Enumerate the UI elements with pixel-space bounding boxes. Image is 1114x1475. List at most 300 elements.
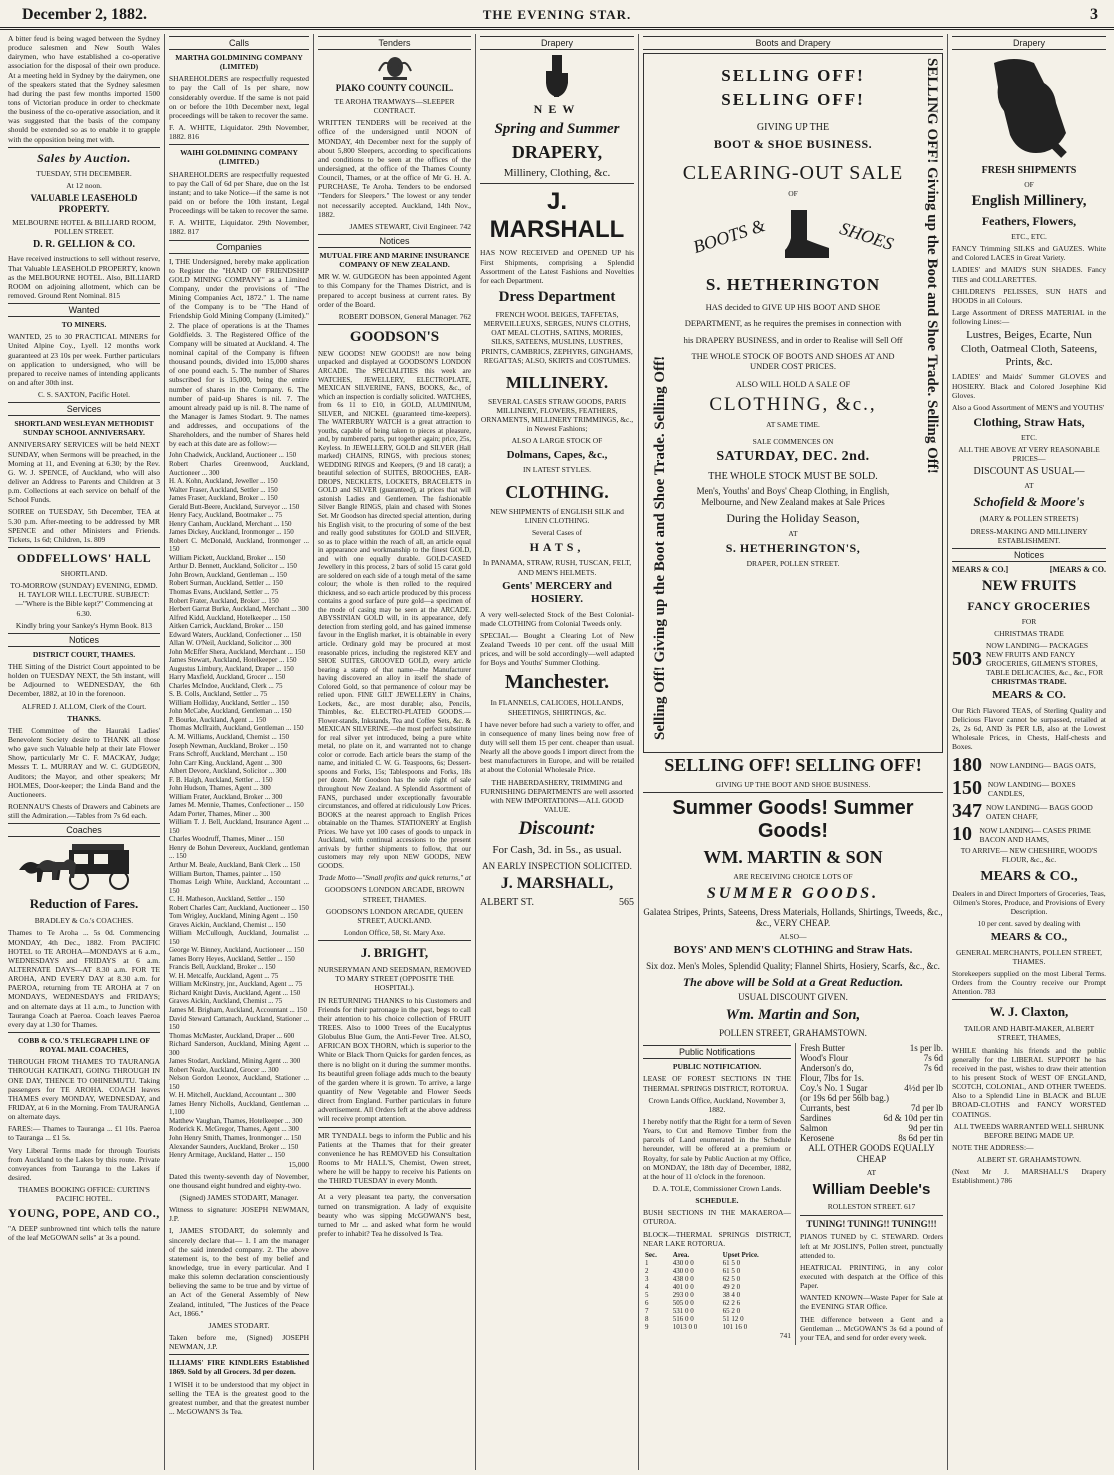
- shareholder-row: Thomas McIlraith, Auckland, Gentleman ... 150: [169, 724, 304, 733]
- shareholder-row: Robert Surman, Auckland, Settler ... 150: [169, 579, 283, 588]
- section-boots-drapery: Boots and Drapery: [643, 36, 943, 50]
- all-above: ALL THE ABOVE AT VERY REASONABLE PRICES—: [958, 444, 1100, 463]
- landing-row: [952, 777, 1106, 800]
- marshall-heading: J. MARSHALL: [489, 188, 625, 244]
- pianos-tuned: PIANOS TUNED by C. STEWARD. Orders left at Mr JOSLIN'S, Pollen street, punctually attended to.: [799, 1232, 943, 1260]
- draper-pollen: DRAPER, POLLEN STREET.: [746, 559, 840, 568]
- mary-pollen: (MARY & POLLEN STREETS): [979, 514, 1079, 524]
- lower-ads-row: [643, 1043, 943, 1345]
- cobb-head: COBB & CO.'S TELEGRAPH LINE OF ROYAL MAIL COACHES,: [18, 1035, 150, 1055]
- goodson-motto: Trade Motto—"Small profits and quick returns," at: [318, 873, 471, 883]
- christmas-trade: CHRISTMAS TRADE: [994, 628, 1064, 638]
- price-item: Salmon: [799, 1123, 828, 1134]
- bradley-coaches: BRADLEY & Co.'s COACHES.: [34, 916, 134, 926]
- schedule-cell: 62 5 0: [722, 1274, 741, 1283]
- schedule-cell: 65 2 0: [722, 1306, 741, 1315]
- dealers-note: Dealers in and Direct Importers of Groceries, Teas, Oilmen's Stores, Produce, and Provisions of Every Description.: [952, 888, 1106, 916]
- claxton-body: WHILE thanking his friends and the public generally for the LIBERAL SUPPORT he has received in the past, wishes to draw their attention to his present Stock of WEST OF ENGLAND, SCOTCH, COLONIAL, AND OTHER TWEEDS. Also to a Splendid Line in BLACK and BLUE BROAD-CLOTHS and FANCY WORSTED COATINGS.: [952, 1045, 1106, 1119]
- fancy-groceries: FANCY GROCERIES: [967, 598, 1091, 613]
- schedule-cell: 8: [645, 1314, 649, 1323]
- six-doz: Six doz. Men's Moles, Splendid Quality; Flannel Shirts, Hosiery, Scarfs, &c., &c.: [646, 960, 940, 971]
- holiday-season: During the Holiday Season,: [726, 511, 860, 526]
- schedule-cell: 516 0 0: [672, 1314, 694, 1323]
- next-marshall: (Next Mr J. MARSHALL'S Drapery Establishment.) 786: [952, 1167, 1106, 1186]
- marshall-street: ALBERT ST.: [480, 897, 535, 909]
- price-value: 6d & 10d per tin: [883, 1113, 943, 1124]
- price-row: [800, 1133, 943, 1143]
- landing-text: NOW LANDING— BAGS GOOD OATEN CHAFF,: [986, 802, 1093, 821]
- summer-goods-script: SUMMER GOODS.: [706, 885, 880, 903]
- shareholder-row: John McEffer Shera, Auckland, Merchant ... 150: [169, 647, 306, 656]
- price-row: [800, 1103, 943, 1113]
- price-item: Kerosene: [799, 1133, 834, 1144]
- auction-title: Sales by Auction.: [37, 150, 131, 165]
- landing-text: NOW LANDING— BAGS OATS,: [990, 761, 1096, 771]
- schedule-cell: 61 5 0: [722, 1266, 741, 1275]
- price-row: [800, 1063, 943, 1073]
- shareholder-row: A. M. Williams, Auckland, Chemist ... 150: [169, 733, 289, 742]
- hats-heading: HATS,: [529, 540, 585, 555]
- boys-mens-clothing: BOYS' AND MEN'S CLOTHING and Straw Hats.: [673, 944, 913, 957]
- declaration: I, JAMES STODART, do solemnly and sincerely declare that— 1. I am the manager of the said intended company. 2. The above statement is, to the best of my belief and knowledge, true in every particular. And I make this solemn declaration conscientiously believing the same to be true and by virtue of an Act of the General Assembly of New Zealand, intituled, "The Justices of the Peace Act, 1866.": [169, 1226, 309, 1318]
- dress-body: FRENCH WOOL BEIGES, TAFFETAS, MERVEILLEUXS, SERGES, NUN'S CLOTHS, OAT MEAL CLOTHS, SATINS, MORIES, SILKS, SATEENS, MUSLINS, LUSTRES, PRINTS, CAMBRICS, ZEPHYRS, GINGHAMS, REGATTAS; ALSO, SKIRTS and COSTUMES.: [481, 309, 633, 365]
- schedule-number: 741: [779, 1330, 791, 1340]
- clothing-heading: CLOTHING.: [505, 482, 609, 503]
- cobb-foot: Very Liberal Terms made for through Tourists from Auckland to the Lakes by this route. Private conveyances from Tauranga to the Lakes if desired.: [8, 1145, 160, 1182]
- taken-before: Taken before me, (Signed) JOSEPH NEWMAN, J.P.: [169, 1332, 309, 1352]
- millinery-clothing: Millinery, Clothing, &c.: [503, 167, 611, 179]
- mears-co-3: MEARS & CO.,: [990, 931, 1068, 944]
- shareholder-row: James Henry Nicholls, Auckland, Gentleman ... 1,100: [169, 1099, 309, 1117]
- shareholder-row: James Stewart, Auckland, Hotelkeeper ... 150: [169, 656, 297, 665]
- shareholder-row: Roderick K. McGregor, Thames, Agent ... 300: [169, 1125, 299, 1134]
- selling-off-banner: SELLING OFF! SELLING OFF!: [664, 755, 922, 775]
- shareholder-row: Arthur M. Beale, Auckland, Bank Clerk ... 150: [169, 860, 301, 869]
- dress-department: Dress Department: [498, 288, 616, 305]
- schedule-cell: 505 0 0: [672, 1298, 694, 1307]
- albert-st-address: ALBERT ST. GRAHAMSTOWN.: [976, 1155, 1082, 1165]
- drapery-heading: DRAPERY,: [511, 142, 603, 162]
- tweeds-warranted: ALL TWEEDS WARRANTED WELL SHRUNK BEFORE BEING MADE UP.: [953, 1121, 1105, 1140]
- manchester-heading: Manchester.: [504, 671, 610, 694]
- shareholder-row: John Chadwick, Auckland, Auctioneer ... 150: [169, 451, 297, 460]
- thanks-head: THANKS.: [67, 713, 101, 723]
- witness-line: Witness to signature: JOSEPH NEWMAN, J.P.: [169, 1205, 309, 1224]
- marshall-address-row: [480, 897, 634, 908]
- new-fruits: NEW FRUITS: [981, 577, 1077, 594]
- shareholder-row: Charles McIndoe, Auckland, Clerk ... 75: [169, 681, 283, 690]
- schedule-cell: 51 12 0: [722, 1314, 744, 1323]
- usual-discount: USUAL DISCOUNT GIVEN.: [738, 992, 848, 1003]
- price-item: Flour, 7lbs for 1s.: [799, 1073, 864, 1084]
- tyndall-notice: MR TYNDALL begs to inform the Public and his Patients at the Thames that for their greater convenience he has REMOVED his Consultation Rooms to Mr HALL'S, Chemist, Owen street, where he will be happy to receive his Patients on the THIRD TUESDAY in every Month.: [318, 1130, 471, 1186]
- latest-styles: IN LATEST STYLES.: [523, 464, 591, 474]
- column-3: [314, 34, 476, 1470]
- price-row: [800, 1083, 943, 1093]
- millinery-heading: MILLINERY.: [505, 372, 609, 392]
- shareholder-row: Tom Wrigley, Auckland, Mining Agent ... 150: [169, 912, 298, 921]
- shareholder-row: Aitken Carrick, Auckland, Broker ... 150: [169, 622, 284, 631]
- shareholder-row: Alfred Kidd, Auckland, Hotelkeeper ... 150: [169, 613, 291, 622]
- fresh-shipments: FRESH SHIPMENTS: [981, 165, 1077, 176]
- bright-body: IN RETURNING THANKS to his Customers and Friends for their patronage in the past, begs to call their attention to his choice collection of FRUIT TREES. Also to 1000 Trees of the Eucalyptus Globulus Blue Gum, the Anti-Fever Tree. ALSO, AFRICAN BOX THORN, which is superior to the White or Black Thorn Quicks for garden fences, as there is no blight on it during the summer months. Its beautiful green foliage adds much to the beauty of the garden where it is grown. To arrive, a large quantity of New Vegetable and Flower Seeds direct from England. Further particulars in future advertisement. All Orders left at the above address will receive prompt attention.: [318, 995, 471, 1124]
- shareholder-row: Edward Waters, Auckland, Confectioner ... 150: [169, 630, 302, 639]
- price-item: Wood's Flour: [799, 1053, 849, 1064]
- schedule-cell: 62 2 6: [722, 1298, 741, 1307]
- price-value: 7s 6d: [923, 1063, 943, 1074]
- special-note: SPECIAL— Bought a Clearing Lot of New Zealand Tweeds 10 per cent. off the usual Mill prices, and will be sold accordingly—well adapted for Boys and Youths' Summer Clothing.: [480, 630, 634, 668]
- column-6: [948, 34, 1110, 1470]
- shareholder-row: S. B. Colls, Auckland, Settler ... 75: [169, 690, 268, 699]
- section-calls: Calls: [169, 36, 309, 50]
- goodson-head: GOODSON'S: [349, 328, 440, 345]
- schofield-moore: Schofield & Moore's: [973, 494, 1085, 510]
- schedule-cell: 1: [645, 1258, 649, 1267]
- services-head: SHORTLAND WESLEYAN METHODIST SUNDAY SCHOOL ANNIVERSARY.: [14, 419, 154, 438]
- shareholder-row: John Hudson, Thames, Agent ... 300: [169, 784, 271, 793]
- same-time: AT SAME TIME.: [766, 419, 820, 429]
- ladies-gloves: LADIES' and Maids' Summer GLOVES and HOSIERY. Black and Colored Josephine Kid Gloves.: [952, 372, 1106, 400]
- note-address: NOTE THE ADDRESS:—: [952, 1142, 1034, 1152]
- section-drapery: Drapery: [480, 36, 634, 50]
- deeble-ad: [795, 1043, 943, 1345]
- summer-goods-heading: Summer Goods! Summer Goods!: [672, 797, 914, 843]
- oddfellows-head: ODDFELLOWS' HALL: [16, 551, 152, 566]
- schedule-row: [643, 1323, 791, 1331]
- tailor-habit: TAILOR AND HABIT-MAKER, ALBERT STREET, THAMES,: [963, 1024, 1095, 1043]
- shareholder-row: Robert C. McDonald, Auckland, Ironmonger ... 150: [169, 536, 309, 554]
- call1-body: SHAREHOLDERS are respectfully requested to pay the Call of 1s per share, now considerably overdue. If the same is not paid on or before the 10th December next, legal proceedings will be taken to recover the same.: [169, 74, 309, 120]
- signed-line: (Signed) JAMES STODART, Manager.: [179, 1193, 299, 1202]
- auction-time: At 12 noon.: [66, 180, 102, 190]
- section-drapery-2: Drapery: [952, 36, 1106, 50]
- roennau-notice: ROENNAU'S Chests of Drawers and Cabinets are still the Admiration.—Tables from 7s 6d each.: [8, 801, 160, 821]
- whole-stock: THE WHOLE STOCK OF BOOTS AND SHOES AT AND UNDER COST PRICES.: [691, 350, 895, 372]
- mcgowan-paragraph: "A DEEP sunbrowned tint which tells the nature of the leaf McGOWAN sells" at 3s a pound.: [8, 1224, 160, 1243]
- shareholder-row: F. B. Haigh, Auckland, Settler ... 150: [169, 775, 273, 784]
- banner-sub: GIVING UP THE BOOT AND SHOE BUSINESS.: [715, 780, 871, 789]
- pointing-hand-icon: [480, 53, 634, 99]
- schedule-sub: BUSH SECTIONS IN THE MAKAEROA—OTUROA.: [643, 1208, 791, 1227]
- section-public-notifications: Public Notifications: [643, 1045, 791, 1059]
- boots-label: BOOTS &: [690, 214, 768, 257]
- shareholder-row: H. A. Kohn, Auckland, Jeweller ... 150: [169, 477, 278, 486]
- clearing-out-sale: CLEARING-OUT SALE: [682, 162, 904, 185]
- crest-icon: [318, 53, 471, 81]
- landing-503: [952, 641, 1106, 677]
- section-notices: Notices: [8, 633, 160, 647]
- column-5: [639, 34, 948, 1470]
- shareholder-row: Henry de Bohun Devereux, Auckland, gentleman ... 150: [169, 843, 309, 861]
- schedule-row: [643, 1275, 791, 1283]
- at-label-3: AT: [1024, 481, 1034, 491]
- landing-503-text: NOW LANDING— PACKAGES NEW FRUITS AND FANCY GROCERIES, GILMEN'S STORES, TABLE DELICACIES, &c., &c., FOR: [986, 641, 1104, 678]
- pub-office: Crown Lands Office, Auckland, November 3, 1882.: [648, 1095, 786, 1114]
- boot-shoe-business: BOOT & SHOE BUSINESS.: [713, 137, 873, 152]
- schedule-row: [643, 1315, 791, 1323]
- wanted-head: TO MINERS.: [61, 320, 107, 330]
- shareholder-row: William McKinstry, jnr., Auckland, Agent ... 75: [169, 980, 303, 989]
- receiving-lots: ARE RECEIVING CHOICE LOTS OF: [733, 872, 853, 882]
- shareholder-row: Charles Woodruff, Thames, Miner ... 150: [169, 835, 285, 844]
- shareholder-row: William Pickett, Auckland, Broker ... 150: [169, 553, 286, 562]
- at-label-2: AT: [866, 1168, 877, 1178]
- landing-row: [952, 800, 1106, 823]
- selling-off-1: SELLING OFF!: [721, 66, 865, 85]
- court-sign: ALFRED J. ALLOM, Clerk of the Court.: [21, 701, 147, 711]
- schedule-col-header: Area.: [672, 1250, 690, 1259]
- gent-note: THE difference between a Gent and a Gentleman ... McGOWAN'S 3s 6d a pound of your TEA, and send for order every week.: [799, 1314, 943, 1342]
- clothing-sale: CLOTHING, &c.,: [709, 393, 877, 415]
- oddfellows-body: TO-MORROW (SUNDAY) EVENING, EDMD. H. TAYLOR WILL LECTURE. SUBJECT:—"Where is the Bible kept?" Commencing at 6.30.: [10, 581, 158, 618]
- discount-usual: DISCOUNT AS USUAL—: [973, 466, 1085, 478]
- schedule-row: [643, 1259, 791, 1267]
- martin-heading: WM. MARTIN & SON: [703, 847, 883, 868]
- schedule-row: [643, 1307, 791, 1315]
- schedule-cell: 430 0 0: [672, 1258, 694, 1267]
- etc-label: ETC., ETC.: [1011, 231, 1047, 241]
- hetheringtons: S. HETHERINGTON'S,: [725, 541, 861, 555]
- ten-percent: 10 per cent. saved by dealing with: [977, 919, 1081, 929]
- court-body: THE Sitting of the District Court appointed to be holden on TUESDAY NEXT, the 5th instant, will be Adjourned to WEDNESDAY, the 6th December, 1882, at 10 in the forenoon.: [8, 662, 160, 699]
- pub-body: I hereby notify that the Right for a term of Seven Years, to Cut and Remove Timber from the parcels of Land enumerated in the Schedule hereunder, will be offered at a premium or Royalty, for sale by Public Auction at my Office, on MONDAY, the 18th day of December, 1882, at the hour of 11 o'clock in the forenoon.: [643, 1117, 791, 1181]
- shareholder-row: Augustus Limbury, Auckland, Draper ... 150: [169, 664, 294, 673]
- haberdashery-note: THE HABERDASHERY, TRIMMING and FURNISHING DEPARTMENTS are well assorted with NEW IMPORTATIONS—ALL GOOD VALUE.: [480, 777, 634, 814]
- price-row: [800, 1093, 943, 1103]
- boot-icon: [773, 206, 833, 266]
- schedule-sub-2: BLOCK—THERMAL SPRINGS DISTRICT, NEAR LAKE ROTORUA.: [643, 1229, 791, 1248]
- call1-sign: F. A. WHITE, Liquidator. 29th November, 1882. 816: [169, 122, 309, 142]
- schedule-cell: 61 5 0: [722, 1258, 741, 1267]
- vertical-banner-right: SELLING OFF! Giving up the Boot and Shoe Trade. Selling Off!: [924, 58, 940, 474]
- auction-place: MELBOURNE HOTEL & BILLIARD ROOM, POLLEN STREET.: [12, 217, 156, 237]
- mutual-body: MR W. W. GUDGEON has been appointed Agent to this Company for the Thames District, and is prepared to accept business at current rates. By order of the Board.: [318, 272, 471, 309]
- millinery-body: SEVERAL CASES STRAW GOODS, PARIS MILLINERY, FLOWERS, FEATHERS, ORNAMENTS, MILLINERY TRIMMINGS, &c., in Newest Fashions;: [480, 396, 634, 434]
- schedule-row: [643, 1299, 791, 1307]
- booking-office: THAMES BOOKING OFFICE: CURTIN'S PACIFIC HOTEL.: [18, 1185, 150, 1204]
- giving-up: GIVING UP THE: [756, 122, 830, 133]
- shareholder-row: William T. J. Bell, Auckland, Insurance Agent ... 150: [169, 818, 309, 835]
- also-sale: ALSO WILL HOLD A SALE OF: [735, 379, 851, 390]
- section-coaches: Coaches: [8, 823, 160, 837]
- lustres-list: Lustres, Beiges, Ecarte, Nun Cloth, Oatmeal Cloth, Sateens, Prints, &c.: [960, 329, 1098, 369]
- dated-line: Dated this twenty-seventh day of November, one thousand eight hundred and eighty-two.: [169, 1171, 309, 1190]
- landing-count: 347: [952, 800, 982, 823]
- inspection-solicited: AN EARLY INSPECTION SOLICITED.: [482, 860, 632, 871]
- manchester-note: I have never before had such a variety to offer, and in consequence of many lines being now free of duty will sell them 15 per cent. cheaper than usual. Nearly all the above goods I import direct from the best manufacturers in Europe, and will be retailed at about the Colonial Wholesale Price.: [480, 719, 634, 775]
- clothing-straw-hats: Clothing, Straw Hats,: [973, 415, 1085, 429]
- shareholder-row: Walter Fraser, Auckland, Settler ... 150: [169, 485, 278, 494]
- galatea-list: Galatea Stripes, Prints, Sateens, Dress Materials, Hollands, Shirtings, Tweeds, &c., &c., VERY CHEAP.: [643, 907, 943, 929]
- spring-summer: Spring and Summer: [494, 121, 620, 137]
- schedule-cell: 49 2 0: [722, 1282, 741, 1291]
- mears-co: MEARS & CO.: [992, 689, 1066, 702]
- shareholder-row: Henry Armitage, Auckland, Hatter ... 150: [169, 1151, 285, 1160]
- fancy-trimming: FANCY Trimming SILKS and GAUZES. White and Colored LACES in Great Variety.: [952, 244, 1106, 263]
- piako-council: PIAKO COUNTY COUNCIL.: [335, 83, 454, 93]
- shareholder-row: P. Bourke, Auckland, Agent ... 150: [169, 715, 267, 724]
- section-companies: Companies: [169, 240, 309, 254]
- wanted-sign: C. S. SAXTON, Pacific Hotel.: [38, 390, 130, 400]
- tender-body: WRITTEN TENDERS will be received at the office of the undersigned until NOON of MONDAY, 4th December next for the supply of about 5,800 Sleepers, according to specifications and conditions to be seen at the offices of the undersigned, at the office of the Thames County Council, Thames, or at the office of Mr G. H. A. PURCHASE, Te Aroha. Tenders to be endorsed "Tenders for Sleepers." The lowest or any tender not necessarily accepted. Auckland, 14th Nov., 1882.: [318, 118, 471, 219]
- thanks-body: THE Committee of the Hauraki Ladies' Benevolent Society desire to THANK all those who gave such Valuable help at their late Flower Show, particularly Mr C. F. MACKAY, Judge; Messrs T. L. MURRAY and W. C. GUDGEON, Auditors; the Mayor, and other speakers; Mr HOLMES, Door-keeper; the Linda Band and the Auctioneers.: [8, 725, 160, 799]
- wanted-body: WANTED, 25 to 30 PRACTICAL MINERS for United Alpine Coy., Lyell. 12 months work guaranteed at 23 10s per week. Further particulars on application to undersigned, who will be prepared to receive names of intending applicants on and after 30th inst.: [8, 332, 160, 387]
- pointing-hand-icon-large: [952, 53, 1106, 163]
- dressmaking-est: DRESS-MAKING AND MILLINERY ESTABLISHMENT.: [970, 526, 1088, 545]
- mears-left: MEARS & CO.]: [952, 564, 1009, 574]
- landing-list: [952, 754, 1106, 846]
- price-value: 9d per tin: [908, 1123, 943, 1134]
- landing-row: [952, 823, 1106, 846]
- schedule-cell: 2: [645, 1266, 649, 1275]
- price-item: Fresh Butter: [799, 1043, 845, 1054]
- price-value: 7d per lb: [911, 1103, 943, 1114]
- several-cases: Several Cases of: [532, 528, 582, 538]
- sale-commences: SALE COMMENCES ON: [752, 436, 834, 446]
- shareholder-row: Joseph Newman, Auckland, Broker ... 150: [169, 741, 288, 750]
- schedule-cell: 38 4 0: [722, 1290, 741, 1299]
- schedule-col-header: Sec.: [645, 1250, 657, 1259]
- shareholder-row: Henry Facy, Auckland, Bootmaker ... 75: [169, 511, 283, 520]
- cash-discount: For Cash, 3d. in 5s., as usual.: [492, 844, 622, 857]
- shareholder-row: Richard Sanderson, Auckland, Mining Agent ... 300: [169, 1040, 309, 1057]
- storekeepers-note: Storekeepers supplied on the most Liberal Terms. Orders from the Country receive our Prompt Attention. 783: [952, 968, 1106, 997]
- price-value: 7s 6d: [923, 1053, 943, 1064]
- mutual-sign: ROBERT DOBSON, General Manager. 762: [338, 311, 471, 321]
- schedule-cell: 7: [645, 1306, 649, 1315]
- landing-count: 180: [952, 754, 982, 777]
- shareholder-row: William Burton, Thames, painter ... 150: [169, 869, 281, 878]
- column-4: [476, 34, 639, 1470]
- discount-heading: Discount:: [518, 818, 596, 840]
- price-value: 1s per lb.: [909, 1043, 943, 1054]
- shareholder-row: John Brown, Auckland, Gentleman ... 150: [169, 570, 287, 579]
- schedule-row: [643, 1291, 791, 1299]
- pub-head: PUBLIC NOTIFICATION.: [672, 1062, 762, 1072]
- shares-total: 15,000: [288, 1159, 309, 1169]
- shareholder-row: James Stodart, Auckland, Mining Agent ... 300: [169, 1057, 301, 1066]
- schedule-cell: 3: [645, 1274, 649, 1283]
- soiree-notice: SOIREE on TUESDAY, 5th December, TEA at 5.30 p.m. After-meeting to be addressed by MR SPENCE and other Ministers and Friends. Tickets, 1s 6d; Children, 1s. 809: [8, 507, 160, 544]
- section-services: Services: [8, 402, 160, 416]
- shareholder-row: Nelson Gordon Leonox, Auckland, Stationer ... 150: [169, 1074, 309, 1091]
- schedule-row: [643, 1283, 791, 1291]
- lead-article: A bitter feud is being waged between the Sydney produce salesmen and New South Wales dairymen, who have established a co-operative association for the disposal of their own produce. At a meeting held in Sydney by the dairymen, one of the speakers stated that the Sydney salesmen had during the past few months imported 1500 tons of Victorian produce in order to checkmate the business of the co-operative association, and it was suggested that the basis of the company should be extended so as to enable it to grapple with the opposition being met with.: [8, 34, 160, 144]
- shareholder-row: Richard Knight Davis, Auckland, Agent ... 150: [169, 988, 301, 997]
- mcgowan-tea-note: I WISH it to be understood that my object in selling the TEA is the greatest good to the greatest number, and that the greatest number ... McGOWAN'S 3s Tea.: [169, 1379, 309, 1416]
- section-notices-2: Notices: [318, 234, 471, 248]
- ladies-sunshades: LADIES' and MAID'S SUN SHADES. Fancy TIES and COLLARETTES.: [952, 265, 1106, 284]
- shareholder-row: Robert Neale, Auckland, Grocer ... 300: [169, 1065, 279, 1074]
- coach-illustration: [8, 840, 160, 892]
- shareholder-row: Arthur D. Bennett, Auckland, Solicitor ... 150: [169, 562, 297, 571]
- issue-date: December 2, 1882.: [22, 6, 147, 23]
- shareholder-row: William Holliday, Auckland, Settler ... 150: [169, 698, 289, 707]
- shareholder-row: John McCabe, Auckland, Gentleman ... 150: [169, 707, 292, 716]
- auction-body: Have received instructions to sell without reserve, That Valuable LEASEHOLD PROPERTY, known as the MELBOURNE HOTEL. Also, BILLIARD ROOM on adjoining allotment, which can be removed. Ground Rent Nominal. 815: [8, 254, 160, 300]
- general-merchants: GENERAL MERCHANTS, POLLEN STREET, THAMES.: [955, 947, 1103, 966]
- price-row: [800, 1123, 943, 1133]
- call1-head: MARTHA GOLDMINING COMPANY (LIMITED): [175, 53, 303, 72]
- shareholder-row: W. H. Metcalfe, Auckland, Agent ... 75: [169, 971, 279, 980]
- mutual-head: MUTUAL FIRE AND MARINE INSURANCE COMPANY OF NEW ZEALAND.: [319, 250, 470, 270]
- hetherington-ad: [643, 53, 943, 753]
- oddfellows-foot: Kindly bring your Sankey's Hymn Book. 813: [15, 620, 153, 630]
- price-item: Sardines: [799, 1113, 831, 1124]
- of-label-3: OF: [1024, 180, 1034, 190]
- price-row: [800, 1073, 943, 1083]
- new-heading: NEW: [533, 102, 581, 116]
- shareholder-row: William Frater, Auckland, Broker ... 300: [169, 792, 283, 801]
- shareholder-row: Robert Charles Greenwood, Auckland, Auctioneer ... 300: [169, 460, 309, 477]
- schedule-cell: 430 0 0: [672, 1266, 694, 1275]
- tramway-contract: TE AROHA TRAMWAYS—SLEEPER CONTRACT.: [334, 96, 455, 116]
- marshall-sign: J. MARSHALL,: [500, 875, 614, 893]
- tea-party-note: At a very pleasant tea party, the conversation turned on transmigration. A lady of exquisite beauty who was sipping McGOWAN'S best, turned to Mr ... and asked what form he would prefer to inhabit? Tea he dissolved Is Tea.: [318, 1192, 471, 1238]
- dolmans-capes: Dolmans, Capes, &c.,: [506, 448, 608, 461]
- of-label: OF: [788, 189, 798, 199]
- schedule-cell: 293 0 0: [672, 1290, 694, 1299]
- shareholder-row: David Steward Cattanach, Auckland, Stationer ... 150: [169, 1014, 309, 1032]
- auction-date: TUESDAY, 5TH DECEMBER.: [36, 168, 132, 178]
- shareholder-row: James M. Brigham, Auckland, Accountant ... 150: [169, 1006, 308, 1015]
- for-label: FOR: [1021, 616, 1037, 626]
- price-item: Coy.'s No. 1 Sugar: [799, 1083, 868, 1094]
- price-list: [800, 1043, 943, 1143]
- schedule-cell: 1013 0 0: [672, 1322, 698, 1331]
- teas-note: Our Rich Flavored TEAS, of Sterling Quality and Delicious Flavor cannot be surpassed, retailed at 2s, 2s 6d, AND 3s PER LB, also at the Lowest Wholesale Prices, in Chests, Half-chests and Boxes.: [952, 705, 1106, 752]
- price-value: 4½d per lb: [904, 1083, 943, 1094]
- court-head: DISTRICT COURT, THAMES.: [32, 649, 136, 659]
- childrens-pelisses: CHILDREN'S PELISSES, SUN HATS and HOODS in all Colours.: [952, 286, 1106, 305]
- page-number: 3: [1090, 6, 1098, 23]
- landing-count: 10: [952, 823, 972, 846]
- price-value: 8s 6d per tin: [898, 1133, 943, 1144]
- shareholder-row: James Borry Heyes, Auckland, Settler ... 150: [169, 954, 295, 963]
- shareholder-row: George W. Binney, Auckland, Auctioneer ... 150: [169, 946, 305, 955]
- shareholder-row: James Fraser, Auckland, Broker ... 150: [169, 494, 278, 503]
- shareholder-row: Graves Aickin, Auckland, Chemist ... 75: [169, 997, 283, 1006]
- services-body: ANNIVERSARY SERVICES will be held NEXT SUNDAY, when Sermons will be preached, in the Morning at 11, and Evening at 6.30; by the Rev. G. W. J. SPENCE, of Auckland, who will also deliver an Address to Parents and Children at 3 p.m. Collections at each service on behalf of the School Funds.: [8, 440, 160, 505]
- schedule-cell: 6: [645, 1298, 649, 1307]
- schedule-col-header: Upset Price.: [722, 1250, 759, 1259]
- auction-head: VALUABLE LEASEHOLD PROPERTY.: [30, 192, 138, 214]
- schedule-cell: 5: [645, 1290, 649, 1299]
- shareholder-row: John Carr King, Auckland, Agent ... 300: [169, 758, 282, 767]
- goodson-arcade-auckland: GOODSON'S LONDON ARCADE, QUEEN STREET, AUCKLAND.: [325, 906, 464, 925]
- shareholder-row: Robert Frater, Auckland, Broker ... 150: [169, 596, 279, 605]
- mears-right: [MEARS & CO.: [1049, 564, 1106, 574]
- schedule-head: SCHEDULE.: [695, 1196, 739, 1206]
- pub-sign: D. A. TOLE, Commissioner Crown Lands.: [652, 1183, 782, 1193]
- auction-firm: D. R. GELLION & CO.: [33, 239, 135, 251]
- masthead: [0, 0, 1114, 30]
- shareholder-row: Frans Schroff, Auckland, Merchant ... 150: [169, 750, 288, 759]
- goodson-london: London Office, 58, St. Mary Axe.: [343, 928, 446, 938]
- price-item: (or 19s 6d per 56lb bag.): [799, 1093, 889, 1104]
- shareholder-row: Thomas McMaster, Auckland, Draper ... 600: [169, 1031, 295, 1040]
- gents-mercery: Gents' MERCERY and HOSIERY.: [502, 579, 612, 606]
- schedule-cell: 531 0 0: [672, 1306, 694, 1315]
- goodson-arcade-thames: GOODSON'S LONDON ARCADE, BROWN STREET, THAMES.: [324, 885, 465, 904]
- call2-head: WAIHI GOLDMINING COMPANY (LIMITED.): [180, 148, 298, 167]
- xmas-trade: CHRISTMAS TRADE.: [991, 677, 1067, 687]
- at-label: AT: [788, 528, 798, 538]
- shareholder-row: Robert Charles Carr, Auckland, Auctioneer ... 150: [169, 903, 309, 912]
- cobb-fares: FARES:— Thames to Tauranga ... £1 10s. Paeroa to Tauranga ... £1 5s.: [8, 1124, 160, 1143]
- fares-head: Reduction of Fares.: [29, 896, 139, 912]
- company-registration: I, THE Undersigned, hereby make application to Register the "HAND OF FRIENDSHIP GOLD MINING COMPANY" as a Limited Company, under the provisions of "The Mining Companies Act, 1872." 1. The name of the Company is to be "The Hand of Friendship Gold Mining Company (Limited)." 2. The place of operations is at the Thames Goldfields. 3. The Registered Office of the Company will be situated at Auckland. 4. The nominal capital of the Company is fifteen thousand pounds, divided into 15,000 shares of one pound each. 5. The number of Shares subscribed for is 15,000, being the entire number of shares in the Company. 6. The number of paid-up Shares is nil. 7. The amount already paid up is nil. 8. The name of the Manager is James Stodart. 9. The names and addresses, and occupations of the Shareholders, and the number of Shares held by each at this date are as follow:—: [169, 256, 309, 449]
